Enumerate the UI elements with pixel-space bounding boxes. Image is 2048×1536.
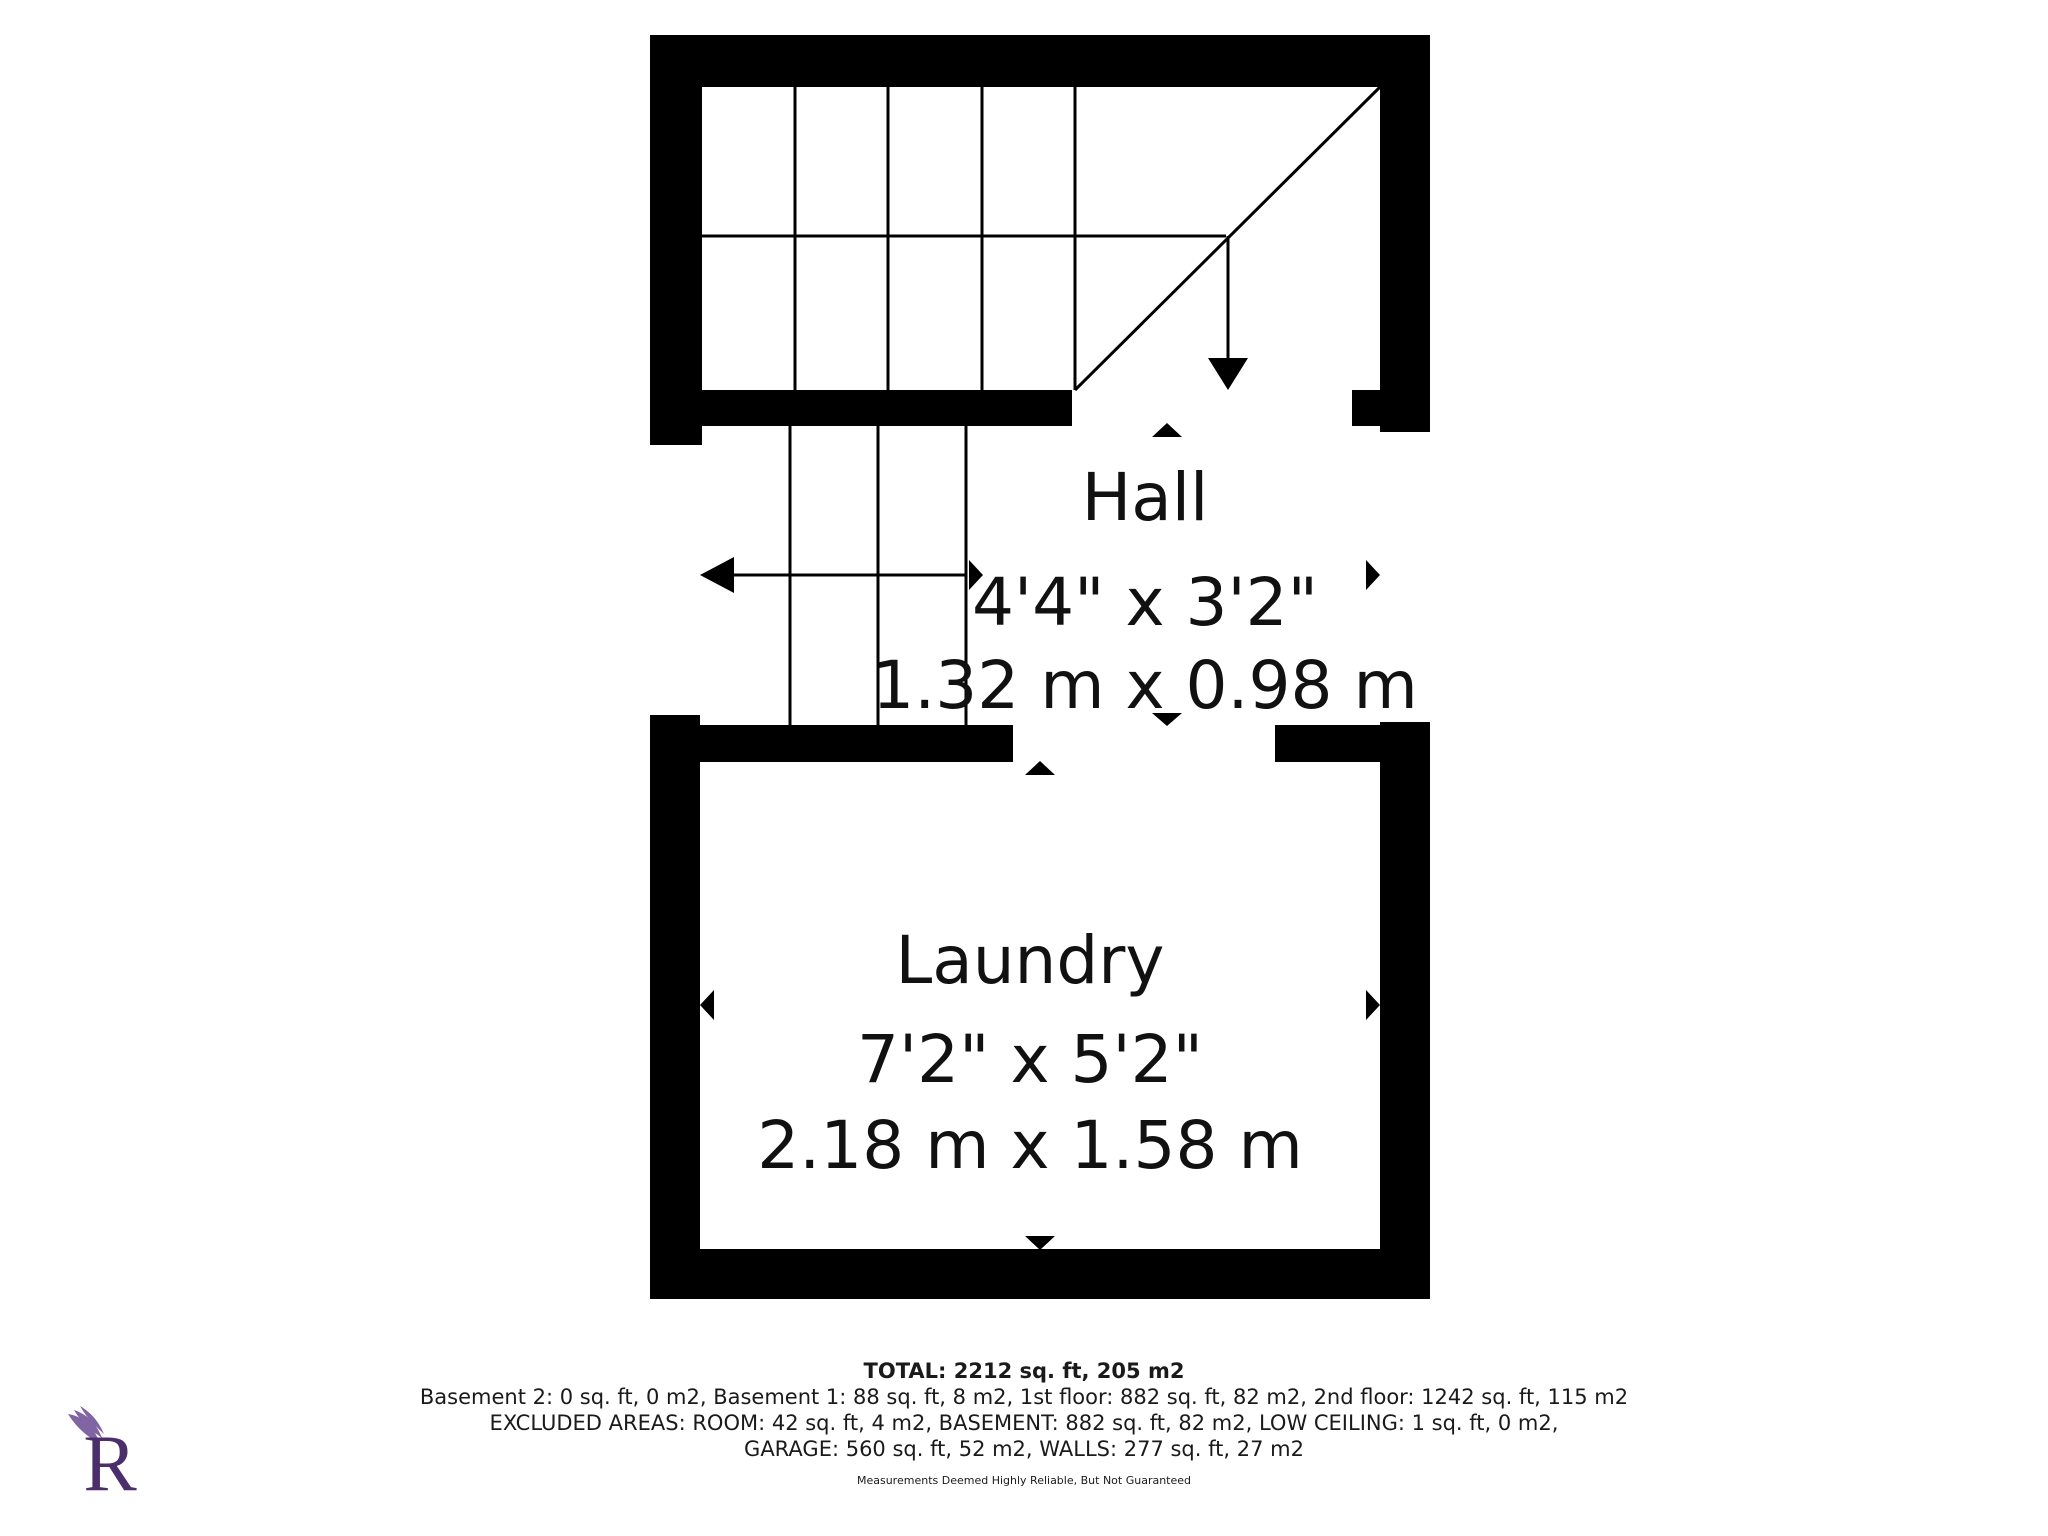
hall-name: Hall [1081,459,1209,536]
area-summary [0,1358,2048,1488]
brand-logo [60,1404,156,1500]
wall-hall-laundry-right [1275,725,1383,762]
laundry-label [757,922,1302,1184]
laundry-imperial: 7'2" x 5'2" [857,1021,1203,1098]
floor-areas: Basement 2: 0 sq. ft, 0 m2, Basement 1: 88 sq. ft, 8 m2, 1st floor: 882 sq. ft, 82 m2, 2nd floor: 1242 sq. ft, 115 m2 [419,1385,1629,1409]
hall-label [872,459,1417,724]
laundry-marker-right-icon [1366,990,1380,1020]
stair-arrow-left-icon [700,557,734,593]
wall-bottom [650,1249,1430,1299]
wall-stair-hall-left [702,390,1072,426]
wall-stair-hall-right [1352,390,1382,426]
laundry-marker-left-icon [700,990,714,1020]
excluded-areas: EXCLUDED AREAS: ROOM: 42 sq. ft, 4 m2, BASEMENT: 882 sq. ft, 82 m2, LOW CEILING: 1 sq. ft, 0 m2, [489,1411,1559,1435]
hall-metric: 1.32 m x 0.98 m [872,647,1418,724]
garage-walls-areas: GARAGE: 560 sq. ft, 52 m2, WALLS: 277 sq. ft, 27 m2 [744,1437,1304,1461]
logo-letter: R [83,1420,137,1500]
total-area: TOTAL: 2212 sq. ft, 205 m2 [863,1359,1185,1383]
hall-imperial: 4'4" x 3'2" [972,564,1318,641]
hall-marker-right-icon [1366,560,1380,590]
wall-right-upper [1380,35,1430,432]
disclaimer: Measurements Deemed Highly Reliable, But Not Guaranteed [856,1474,1192,1487]
wall-left-lower [650,715,700,1299]
laundry-name: Laundry [895,922,1165,999]
laundry-marker-bottom-icon [1025,1236,1055,1250]
hall-marker-top-icon [1152,423,1182,437]
stair-arrow-down-icon [1208,358,1248,390]
laundry-metric: 2.18 m x 1.58 m [757,1107,1303,1184]
wall-top [650,35,1430,87]
wall-left-upper [650,35,702,445]
wall-hall-laundry-left [700,725,1013,762]
laundry-marker-top-icon [1025,761,1055,775]
wall-right-lower [1380,722,1430,1299]
